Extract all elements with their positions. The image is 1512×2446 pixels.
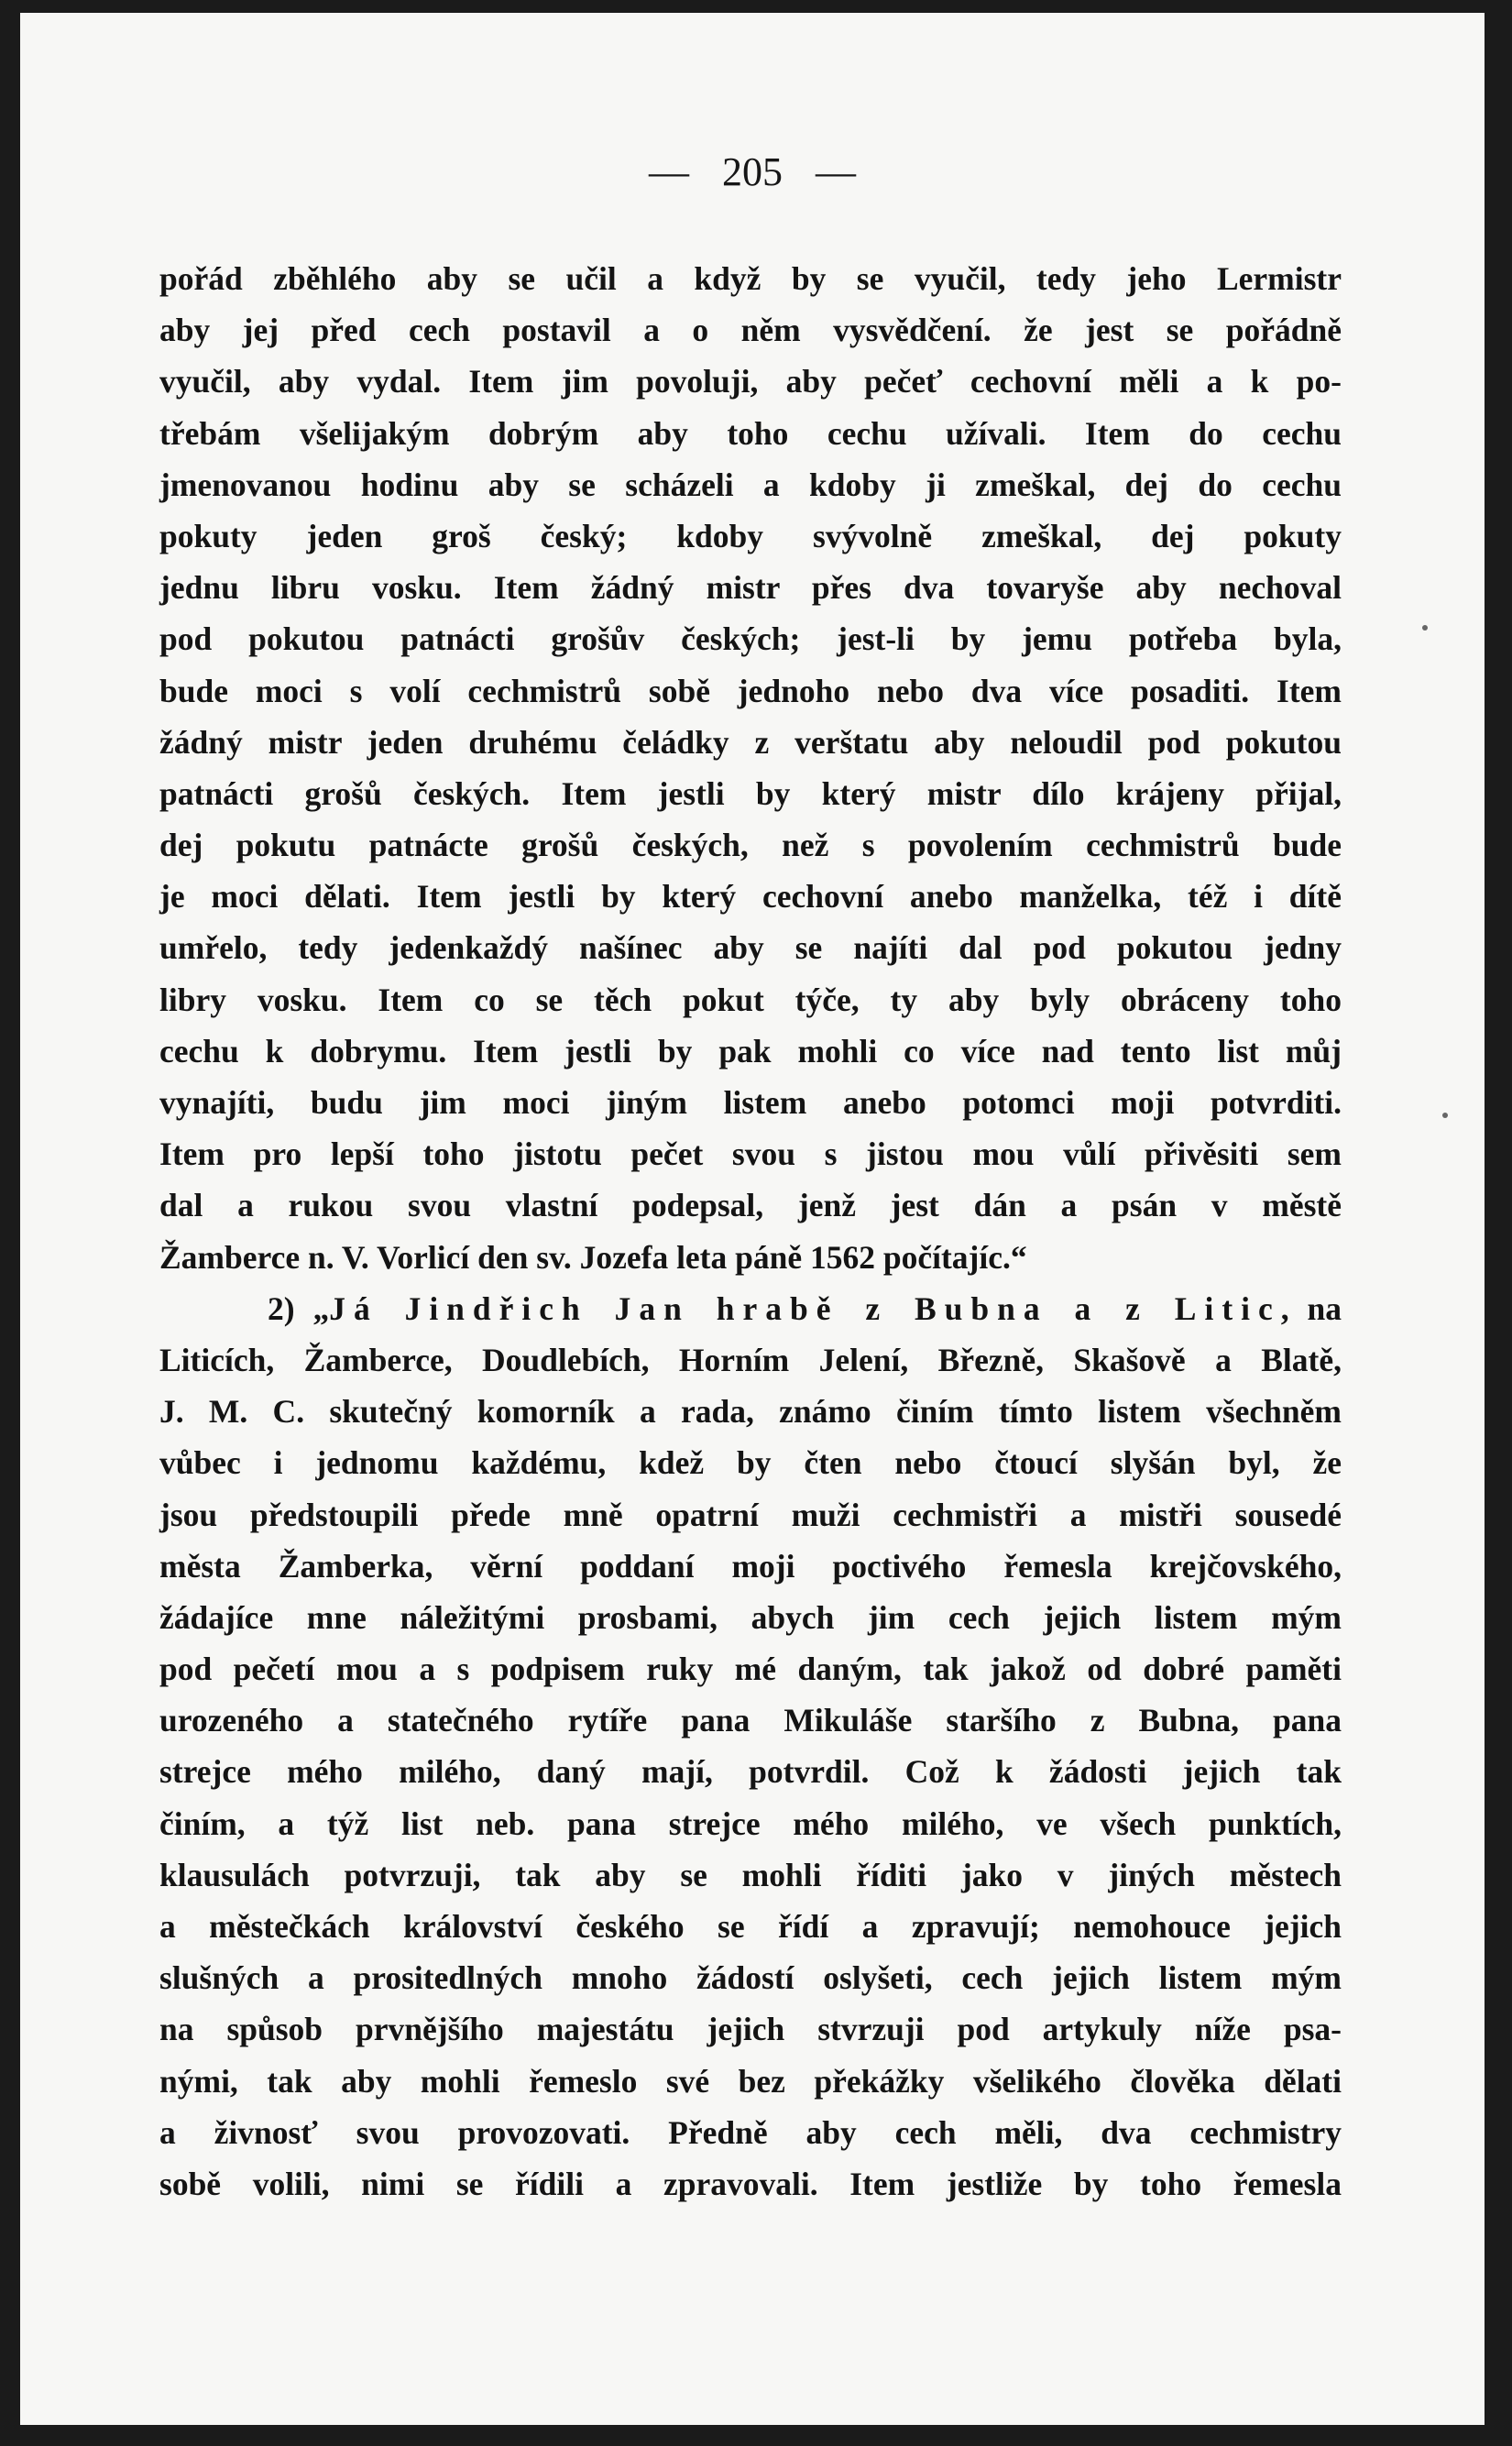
- text-line: pod pečetí mou a s podpisem ruky mé daným, tak jakož od dobré paměti: [159, 1651, 1342, 1688]
- page-number: 205: [722, 149, 783, 194]
- page-number-dash-right: —: [816, 149, 856, 194]
- book-page: [20, 13, 1485, 2425]
- page-number-dash-left: —: [649, 149, 689, 194]
- text-line: Item pro lepší toho jistotu pečet svou s jistou mou vůlí přivěsiti sem: [159, 1135, 1342, 1173]
- text-line: slušných a prositedlných mnoho žádostí oslyšeti, cech jejich listem mým: [159, 1959, 1342, 1997]
- text-line: cechu k dobrymu. Item jestli by pak mohli co více nad tento list můj: [159, 1032, 1342, 1069]
- margin-speck: [1422, 625, 1428, 631]
- text-line: je moci dělati. Item jestli by který cechovní anebo manželka, též i dítě: [159, 878, 1342, 916]
- text-line: J. M. C. skutečný komorník a rada, známo činím tímto listem všechněm: [159, 1393, 1342, 1431]
- text-line: urozeného a statečného rytíře pana Mikuláše staršího z Bubna, pana: [159, 1702, 1342, 1739]
- text-line: pod pokutou patnácti grošův českých; jest-li by jemu potřeba byla,: [159, 620, 1342, 658]
- text-line: sobě volili, nimi se řídili a zpravovali. Item jestliže by toho řemesla: [159, 2165, 1342, 2202]
- text-line: aby jej před cech postavil a o něm vysvědčení. že jest se pořádně: [159, 312, 1342, 349]
- text-line: jmenovanou hodinu aby se scházeli a kdoby ji zmeškal, dej do cechu: [159, 466, 1342, 503]
- text-line: vyučil, aby vydal. Item jim povoluji, aby pečeť cechovní měli a k po-: [159, 363, 1342, 400]
- body-text: [159, 253, 1342, 2210]
- text-line: žádný mistr jeden druhému čeládky z verštatu aby neloudil pod pokutou: [159, 723, 1342, 761]
- text-line: třebám všelijakým dobrým aby toho cechu užívali. Item do cechu: [159, 414, 1342, 452]
- text-line: patnácti grošů českých. Item jestli by který mistr dílo krájeny přijal,: [159, 774, 1342, 812]
- text-line: jednu libru vosku. Item žádný mistr přes dva tovaryše aby nechoval: [159, 569, 1342, 607]
- text-line: a městečkách království českého se řídí a zpravují; nemohouce jejich: [159, 1908, 1342, 1945]
- text-line: pořád zběhlého aby se učil a když by se vyučil, tedy jeho Lermistr: [159, 260, 1342, 297]
- spaced-name: Já Jindřich Jan hrabě z Bubna a z Litic: [329, 1289, 1281, 1327]
- text-line: umřelo, tedy jedenkaždý našínec aby se najíti dal pod pokutou jedny: [159, 929, 1342, 967]
- text-line: Liticích, Žamberce, Doudlebích, Horním Jelení, Březně, Skašově a Blatě,: [159, 1341, 1342, 1378]
- text-line: vůbec i jednomu každému, kdež by čten nebo čtoucí slyšán byl, že: [159, 1444, 1342, 1482]
- text-line: žádajíce mne náležitými prosbami, abych jim cech jejich listem mým: [159, 1598, 1342, 1636]
- text-line: strejce mého milého, daný mají, potvrdil. Což k žádosti jejich tak: [159, 1753, 1342, 1791]
- text-line: města Žamberka, věrní poddaní moji poctivého řemesla krejčovského,: [159, 1547, 1342, 1585]
- paragraph-end-line: Žamberce n. V. Vorlicí den sv. Jozefa leta páně 1562 počítajíc.“: [159, 1238, 1027, 1276]
- text-line: pokuty jeden groš český; kdoby svývolně zmeškal, dej pokuty: [159, 517, 1342, 554]
- text-line: klausulách potvrzuji, tak aby se mohli říditi jako v jiných městech: [159, 1856, 1342, 1893]
- text-line: vynajíti, budu jim moci jiným listem anebo potomci moji potvrditi.: [159, 1084, 1342, 1121]
- text-line: a živnosť svou provozovati. Předně aby cech měli, dva cechmistry: [159, 2113, 1342, 2151]
- text-line: bude moci s volí cechmistrů sobě jednoho nebo dva více posaditi. Item: [159, 672, 1342, 709]
- text-line: na spůsob prvnějšího majestátu jejich stvrzuji pod artykuly níže psa-: [159, 2011, 1342, 2048]
- text-line: nými, tak aby mohli řemeslo své bez překážky všelikého člověka dělati: [159, 2062, 1342, 2100]
- section-heading-line: 2) „Já Jindřich Jan hrabě z Bubna a z Litic, na: [268, 1289, 1342, 1327]
- text-line: dej pokutu patnácte grošů českých, než s povolením cechmistrů bude: [159, 827, 1342, 864]
- text-line: činím, a týž list neb. pana strejce mého milého, ve všech punktích,: [159, 1804, 1342, 1842]
- text-line: dal a rukou svou vlastní podepsal, jenž jest dán a psán v městě: [159, 1187, 1342, 1224]
- text-line: libry vosku. Item co se těch pokut týče, ty aby byly obráceny toho: [159, 981, 1342, 1018]
- margin-speck: [1442, 1113, 1448, 1118]
- text-line: jsou předstoupili přede mně opatrní muži cechmistři a mistři sousedé: [159, 1496, 1342, 1533]
- page-number-header: [20, 148, 1485, 195]
